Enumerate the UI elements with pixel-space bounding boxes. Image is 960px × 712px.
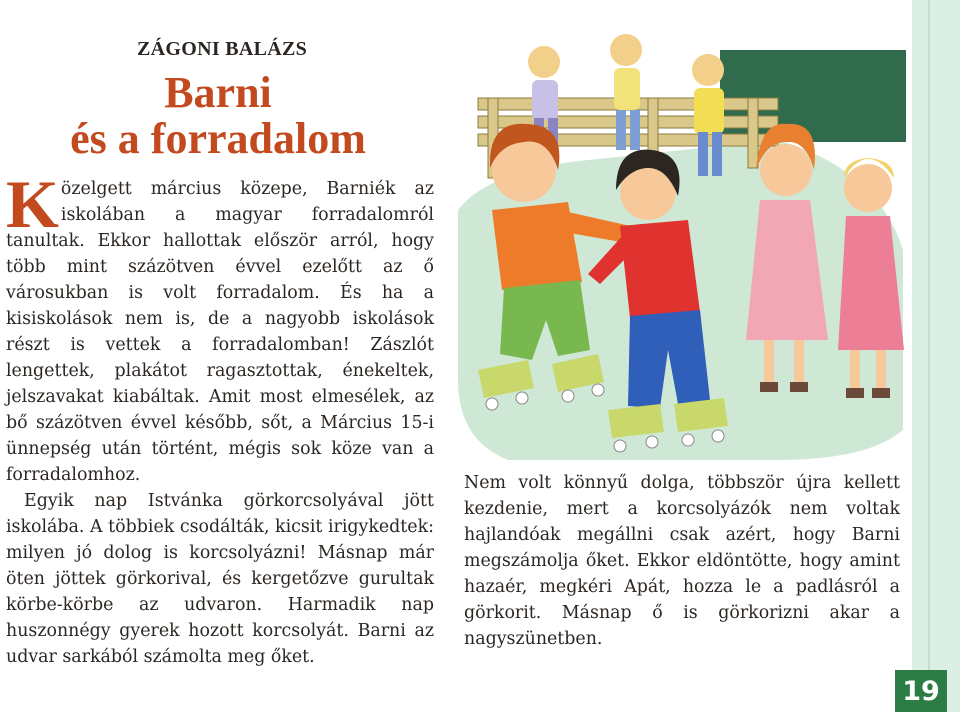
paragraph-1 [6,166,434,488]
title-line-1: Barni [164,68,272,117]
article-title [0,70,436,162]
paragraph-2: Egyik nap Istvánka görkorcsolyával jött iskolába. A többiek csodálták, kicsit irigykedtek: milyen jó dolog is korcsolyázni! Másnap már öten jöttek görkorival, és kergetőzve gurultak körbe-körbe az udvaron. Harmadik nap huszonnégy gyerek hozott korcsolyát. Barni az udvar sarkából számolta meg őket. [6,491,434,667]
paragraph-1-text: özelgett március közepe, Barniék az iskolában a magyar forradalomról tanultak. Ekkor hallottak először arról, hogy több mint százötven évvel ezelőtt az ő városukban is volt forradalom. És ha a kisiskolások nem is, de a nagyobb iskolások részt is vettek a forradalomban! Zászlót lengettek, plakátot ragasztottak, énekeltek, jelszavakat kiabáltak. Amit most elmesélek, az bő százötven évvel később, sőt, a Március 15-i ünnepség után történt, mégis sok köze van a forradalomhoz. [6,179,434,485]
drop-cap: K [6,166,59,242]
title-line-2: és a forradalom [70,114,366,163]
skating-children-illustration [448,20,910,466]
page-number: 19 [895,670,947,712]
left-column [6,166,434,670]
side-strip [912,0,960,712]
paragraph-3: Nem volt könnyű dolga, többször újra kellett kezdenie, mert a korcsolyázók nem voltak hajlandóak megállni csak azért, hogy Barni megszámolja őket. Ekkor eldöntötte, hogy amint hazaér, megkéri Apát, hozza le a padlásról a görkorit. Másnap ő is görkorizni akar a nagyszünetben. [464,473,900,649]
right-column [464,470,900,652]
author-name: ZÁGONI BALÁZS [137,38,308,60]
